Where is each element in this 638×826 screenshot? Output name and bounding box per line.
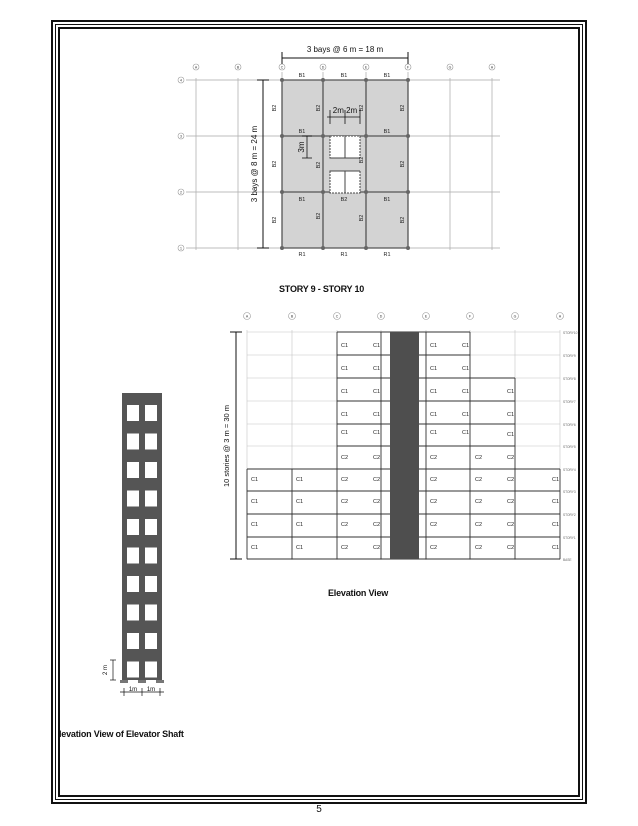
- shaft-opening: [145, 548, 157, 564]
- shaft-opening: [127, 548, 139, 564]
- shaft-opening: [127, 434, 139, 450]
- svg-text:C1: C1: [296, 477, 304, 483]
- svg-text:STORY4: STORY4: [563, 468, 576, 472]
- svg-text:C1: C1: [296, 522, 304, 528]
- svg-text:C1: C1: [462, 430, 470, 436]
- svg-text:STORY9: STORY9: [563, 354, 576, 358]
- svg-text:C2: C2: [373, 455, 381, 461]
- shaft-opening: [145, 519, 157, 535]
- svg-text:C2: C2: [507, 499, 515, 505]
- svg-text:C1: C1: [462, 412, 470, 418]
- svg-text:C1: C1: [430, 389, 438, 395]
- svg-text:C1: C1: [552, 477, 560, 483]
- svg-text:C1: C1: [373, 366, 381, 372]
- svg-text:B2: B2: [340, 197, 348, 203]
- plan-span-label: 3 bays @ 6 m = 18 m: [306, 45, 384, 54]
- svg-text:B1: B1: [383, 197, 391, 203]
- svg-text:B2: B2: [316, 104, 322, 112]
- svg-text:C1: C1: [430, 412, 438, 418]
- shaft-caption: levation View of Elevator Shaft: [59, 729, 184, 739]
- svg-text:C1: C1: [507, 412, 515, 418]
- svg-text:C1: C1: [552, 499, 560, 505]
- svg-text:B: B: [236, 65, 240, 70]
- shaft-opening: [145, 491, 157, 507]
- page-number: 5: [316, 804, 322, 815]
- shaft-opening: [127, 462, 139, 478]
- svg-text:C2: C2: [430, 499, 438, 505]
- svg-text:E: E: [364, 65, 368, 70]
- svg-text:C2: C2: [507, 522, 515, 528]
- svg-text:C: C: [280, 65, 284, 70]
- svg-text:STORY1: STORY1: [563, 536, 576, 540]
- svg-text:C1: C1: [341, 343, 349, 349]
- svg-text:G: G: [448, 65, 452, 70]
- svg-text:C2: C2: [475, 499, 483, 505]
- svg-text:BASE: BASE: [563, 558, 572, 562]
- svg-text:C1: C1: [251, 545, 259, 551]
- svg-text:B: B: [290, 314, 294, 319]
- svg-text:C1: C1: [507, 389, 515, 395]
- shaft-opening: [127, 519, 139, 535]
- shaft-supports: [120, 680, 164, 683]
- shaft-width-dim-label-2: 1m: [146, 687, 156, 693]
- svg-text:C1: C1: [507, 432, 515, 438]
- svg-text:B1: B1: [298, 73, 306, 79]
- shaft-opening: [127, 576, 139, 592]
- svg-text:C1: C1: [341, 412, 349, 418]
- svg-text:C2: C2: [430, 522, 438, 528]
- svg-text:C2: C2: [475, 545, 483, 551]
- svg-text:STORY3: STORY3: [563, 490, 576, 494]
- svg-text:C1: C1: [462, 389, 470, 395]
- svg-text:C2: C2: [341, 545, 349, 551]
- svg-text:B1: B1: [340, 73, 348, 79]
- svg-text:C: C: [335, 314, 339, 319]
- svg-text:C2: C2: [373, 477, 381, 483]
- svg-text:C1: C1: [430, 430, 438, 436]
- svg-text:B2: B2: [316, 161, 322, 169]
- elevation-caption: Elevation View: [328, 588, 389, 598]
- svg-text:C2: C2: [507, 455, 515, 461]
- svg-text:F: F: [406, 65, 410, 70]
- svg-text:E: E: [424, 314, 428, 319]
- svg-text:C1: C1: [296, 499, 304, 505]
- svg-text:C2: C2: [430, 477, 438, 483]
- svg-text:C1: C1: [373, 430, 381, 436]
- svg-text:C1: C1: [552, 545, 560, 551]
- shaft-opening: [127, 662, 139, 678]
- svg-text:STORY10: STORY10: [563, 331, 578, 335]
- svg-text:C1: C1: [373, 389, 381, 395]
- svg-text:C2: C2: [475, 522, 483, 528]
- shaft-width-dim-label-1: 1m: [128, 687, 138, 693]
- svg-text:C2: C2: [341, 455, 349, 461]
- svg-text:STORY8: STORY8: [563, 377, 576, 381]
- svg-text:C1: C1: [462, 366, 470, 372]
- svg-text:D: D: [379, 314, 383, 319]
- svg-text:C2: C2: [341, 499, 349, 505]
- svg-text:C1: C1: [251, 499, 259, 505]
- svg-text:C2: C2: [507, 477, 515, 483]
- svg-text:C1: C1: [430, 366, 438, 372]
- svg-text:R1: R1: [298, 252, 306, 258]
- svg-text:A: A: [194, 65, 198, 70]
- svg-text:B2: B2: [359, 104, 365, 112]
- svg-text:B1: B1: [383, 129, 391, 135]
- svg-text:C1: C1: [251, 522, 259, 528]
- svg-text:B2: B2: [400, 216, 406, 224]
- plan-height-label: 3 bays @ 8 m = 24 m: [250, 125, 259, 203]
- svg-text:B2: B2: [400, 160, 406, 168]
- opening-height-label: 3m: [297, 141, 306, 153]
- elevation-height-label: 10 stories @ 3 m = 30 m: [222, 404, 231, 488]
- shaft-opening: [145, 462, 157, 478]
- shaft-opening: [145, 662, 157, 678]
- svg-text:C2: C2: [373, 545, 381, 551]
- svg-text:C2: C2: [475, 477, 483, 483]
- svg-text:C1: C1: [462, 343, 470, 349]
- svg-text:B1: B1: [298, 197, 306, 203]
- svg-text:H: H: [558, 314, 562, 319]
- svg-text:B2: B2: [359, 214, 365, 222]
- plan-caption: STORY 9 - STORY 10: [279, 284, 365, 294]
- svg-text:B1: B1: [383, 73, 391, 79]
- shaft-opening: [127, 491, 139, 507]
- svg-text:C2: C2: [373, 522, 381, 528]
- shaft-opening: [127, 605, 139, 621]
- svg-text:B2: B2: [316, 212, 322, 220]
- svg-text:F: F: [468, 314, 472, 319]
- svg-text:2: 2: [180, 190, 182, 195]
- opening-width-label: 2m 2m: [332, 106, 358, 115]
- shaft-opening: [127, 405, 139, 421]
- shaft-opening: [145, 633, 157, 649]
- shaft-opening: [145, 405, 157, 421]
- shaft-opening: [145, 576, 157, 592]
- svg-text:R1: R1: [340, 252, 348, 258]
- svg-text:C1: C1: [341, 430, 349, 436]
- svg-text:1: 1: [180, 246, 182, 251]
- svg-text:STORY5: STORY5: [563, 445, 576, 449]
- svg-text:C1: C1: [341, 389, 349, 395]
- shaft-opening: [145, 434, 157, 450]
- svg-text:C2: C2: [430, 545, 438, 551]
- shaft-opening: [127, 633, 139, 649]
- svg-text:STORY2: STORY2: [563, 513, 576, 517]
- svg-text:A: A: [245, 314, 249, 319]
- svg-text:4: 4: [180, 78, 182, 83]
- svg-text:R1: R1: [383, 252, 391, 258]
- svg-text:G: G: [513, 314, 517, 319]
- svg-text:D: D: [321, 65, 325, 70]
- svg-text:H: H: [490, 65, 494, 70]
- svg-text:C2: C2: [430, 455, 438, 461]
- svg-text:C1: C1: [552, 522, 560, 528]
- svg-text:B2: B2: [400, 104, 406, 112]
- svg-text:C2: C2: [475, 455, 483, 461]
- svg-text:C2: C2: [507, 545, 515, 551]
- svg-text:C2: C2: [341, 477, 349, 483]
- svg-text:C1: C1: [251, 477, 259, 483]
- svg-text:B2: B2: [359, 156, 365, 164]
- svg-text:B2: B2: [272, 160, 278, 168]
- shaft-opening: [145, 605, 157, 621]
- svg-text:B2: B2: [272, 216, 278, 224]
- svg-text:STORY7: STORY7: [563, 400, 576, 404]
- shaft-height-dim-label: 2 m: [103, 664, 109, 676]
- svg-text:C2: C2: [341, 522, 349, 528]
- svg-text:STORY6: STORY6: [563, 423, 576, 427]
- svg-text:C1: C1: [430, 343, 438, 349]
- svg-text:B1: B1: [298, 129, 306, 135]
- svg-text:C1: C1: [296, 545, 304, 551]
- svg-text:3: 3: [180, 134, 182, 139]
- svg-text:C1: C1: [341, 366, 349, 372]
- svg-text:C1: C1: [373, 343, 381, 349]
- svg-text:B2: B2: [272, 104, 278, 112]
- svg-text:C1: C1: [373, 412, 381, 418]
- svg-text:C2: C2: [373, 499, 381, 505]
